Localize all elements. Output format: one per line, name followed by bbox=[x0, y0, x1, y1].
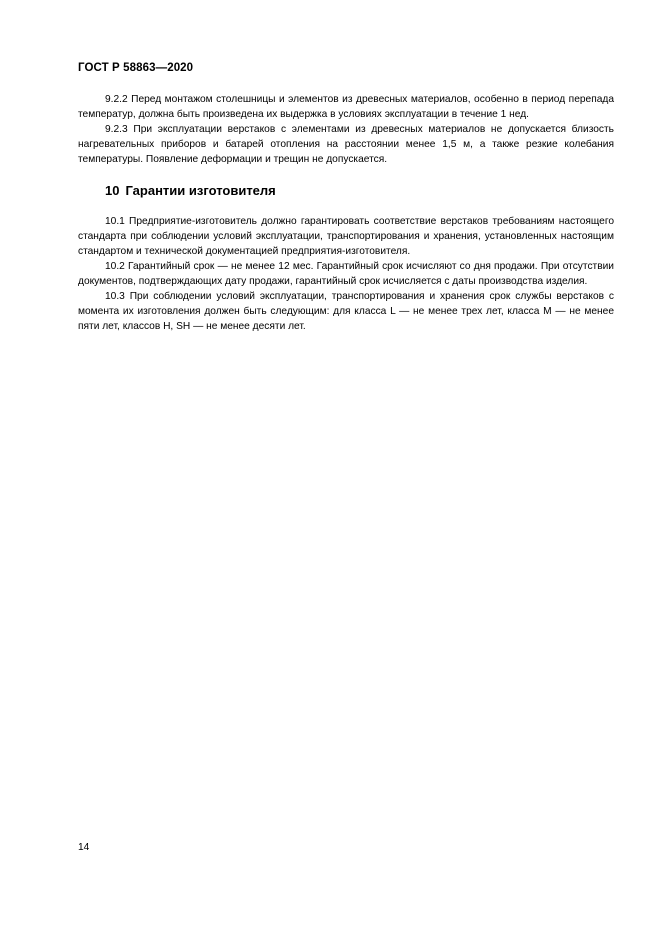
section-title-text: Гарантии изготовителя bbox=[125, 183, 276, 198]
paragraph-9-2-3: 9.2.3 При эксплуатации верстаков с элементами из древесных материалов не допускается близость нагревательных приборов и батарей отопления на расстоянии менее 1,5 м, а также резкие колебания температуры. Появление деформации и трещин не допускается. bbox=[78, 124, 614, 165]
section-number: 10 bbox=[105, 183, 120, 198]
paragraph-10-3: 10.3 При соблюдении условий эксплуатации, транспортирования и хранения срок службы верстаков с момента их изготовления должен быть следующим: для класса L — не менее трех лет, класса M — не менее пяти лет, классов H, SH — не менее десяти лет. bbox=[78, 291, 614, 332]
paragraph-9-2-2: 9.2.2 Перед монтажом столешницы и элементов из древесных материалов, особенно в период перепада температур, должна быть произведена их выдержка в условиях эксплуатации в течение 1 нед. bbox=[78, 94, 614, 120]
clause-9-2-block bbox=[78, 92, 614, 167]
page-number: 14 bbox=[78, 842, 90, 853]
paragraph-10-2: 10.2 Гарантийный срок — не менее 12 мес. Гарантийный срок исчисляют со дня продажи. При отсутствии документов, подтверждающих дату продажи, гарантийный срок исчисляется с даты производства изделия. bbox=[78, 261, 614, 287]
paragraph-10-1: 10.1 Предприятие-изготовитель должно гарантировать соответствие верстаков требованиям настоящего стандарта при соблюдении условий эксплуатации, транспортирования и хранения, установленных настоящим стандартом и технической документацией предприятия-изготовителя. bbox=[78, 216, 614, 257]
section-heading bbox=[105, 183, 276, 198]
document-header: ГОСТ Р 58863—2020 bbox=[78, 62, 194, 74]
section-10-body bbox=[78, 214, 614, 334]
